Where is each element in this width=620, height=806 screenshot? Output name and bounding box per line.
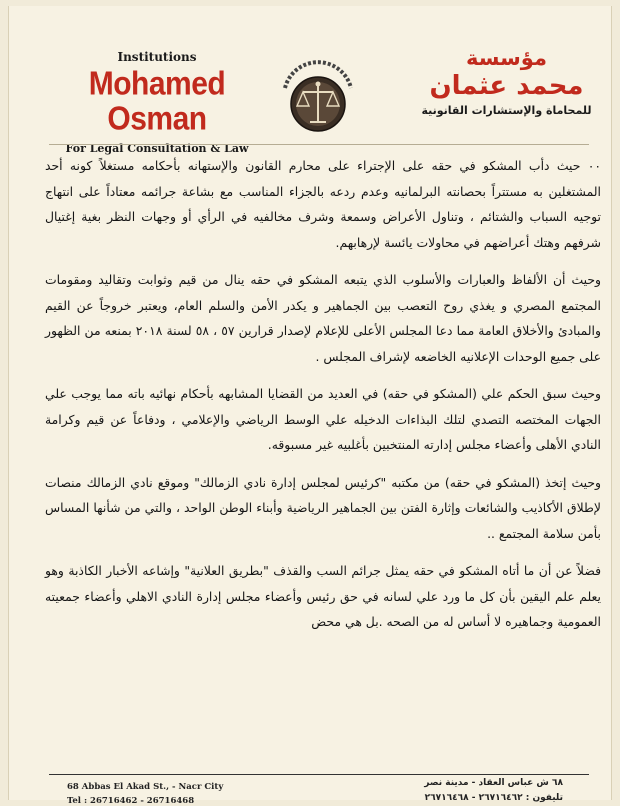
footer-en-phone: Tel : 26716462 - 26716468: [67, 796, 195, 806]
scales-of-justice-logo: [263, 44, 373, 144]
letterhead-page: [8, 6, 612, 806]
header-en-name: Mohamed Osman: [88, 65, 226, 138]
body-paragraph: فضلاً عن أن ما أتاه المشكو في حقه يمثل جرائم السب والقذف "بطريق العلانية" وإشاعه الأخبار الكاذبة وهو يعلم علم اليقين بأن كل ما ورد علي لسانه في حق رئيس وأعضاء مجلس إدارة النادي الاهلي وأعضاء جمعيته العمومية وجماهيره لا أساس له من الصحه .بل هي محض: [45, 563, 601, 629]
header-ar-subtitle: للمحاماة والإستشارات القانونية: [421, 104, 592, 117]
header-arabic: [404, 46, 609, 117]
footer-ar-phone: تليفون : ٢٦٧١٦٤٦٢ - ٢٦٧١٦٤٦٨: [424, 793, 563, 803]
footer-divider: [49, 774, 589, 775]
header-english: [57, 50, 257, 155]
scales-icon: [263, 44, 373, 144]
header-divider: [49, 144, 589, 145]
body-paragraph: وحيث أن الألفاظ والعبارات والأسلوب الذي يتبعه المشكو في حقه ينال من قيم وثوابت وتقاليد ومقومات المجتمع المصري و يغذي روح التعصب بين الجماهير و يكدر الأمن والسلم العام، ويعتبر خروجاً عن القيم والمبادئ والأخلاق العامة مما دعا المجلس الأعلى للإعلام لإصدار قرارين ٥٧ ، ٥٨ لسنة ٢٠١٨ بمنعه من الظهور على جميع الوحدات الإعلانيه الخاضعه لإشراف المجلس .: [45, 272, 601, 364]
body-paragraph: ٠٠ حيث دأب المشكو في حقه على الإجتراء على محارم القانون والإستهانه بأحكامه مستغلاً كونه أحد المشتغلين به مستتراً بحصانته البرلمانيه وعدم ردعه بالجزاء المناسب مع بشاعة جرائمه معتاداً على انتهاج توجيه السباب والشتائم ، وتناول الأعراض وسمعة وشرف مخالفيه في الرأي أو وجهات النظر بغية إغتيال شرفهم وهتك أعراضهم في محاولات يائسة لإرهابهم.: [45, 158, 601, 250]
footer-ar-address: ٦٨ ش عباس العقاد - مدينة نصر: [424, 778, 563, 788]
footer-en-address: 68 Abbas El Akad St., - Nacr City: [67, 782, 224, 792]
header-ar-institution: مؤسسة: [466, 46, 547, 70]
body-paragraph: وحيث إتخذ (المشكو في حقه) من مكتبه "كرئيس لمجلس إدارة نادي الزمالك" وموقع نادي الزمالك منصات لإطلاق الأكاذيب والشائعات وإثارة الفتن بين الجماهير الرياضية وأبناء الوطن الواحد ، والتي من شأنها المساس بأمن سلامة المجتمع ..: [45, 474, 601, 541]
header-en-institutions: Institutions: [117, 50, 197, 64]
header-en-subtitle: For Legal Consultation & Law: [65, 142, 249, 155]
letter-body: [45, 153, 601, 647]
body-paragraph: وحيث سبق الحكم علي (المشكو في حقه) في العديد من القضايا المشابهه بأحكام نهائيه باته مما يوجب علي الجهات المختصه التصدي لتلك البذاءات الدخيله علي الوسط الرياضي والإعلامي ، ودفاعاً عن قيم وكرامة النادي الأهلى وأعضاء مجلس إدارته المنتخبين بأغلبيه غير مسبوقه.: [45, 386, 601, 452]
header-ar-name: محمد عثمان: [429, 71, 584, 101]
